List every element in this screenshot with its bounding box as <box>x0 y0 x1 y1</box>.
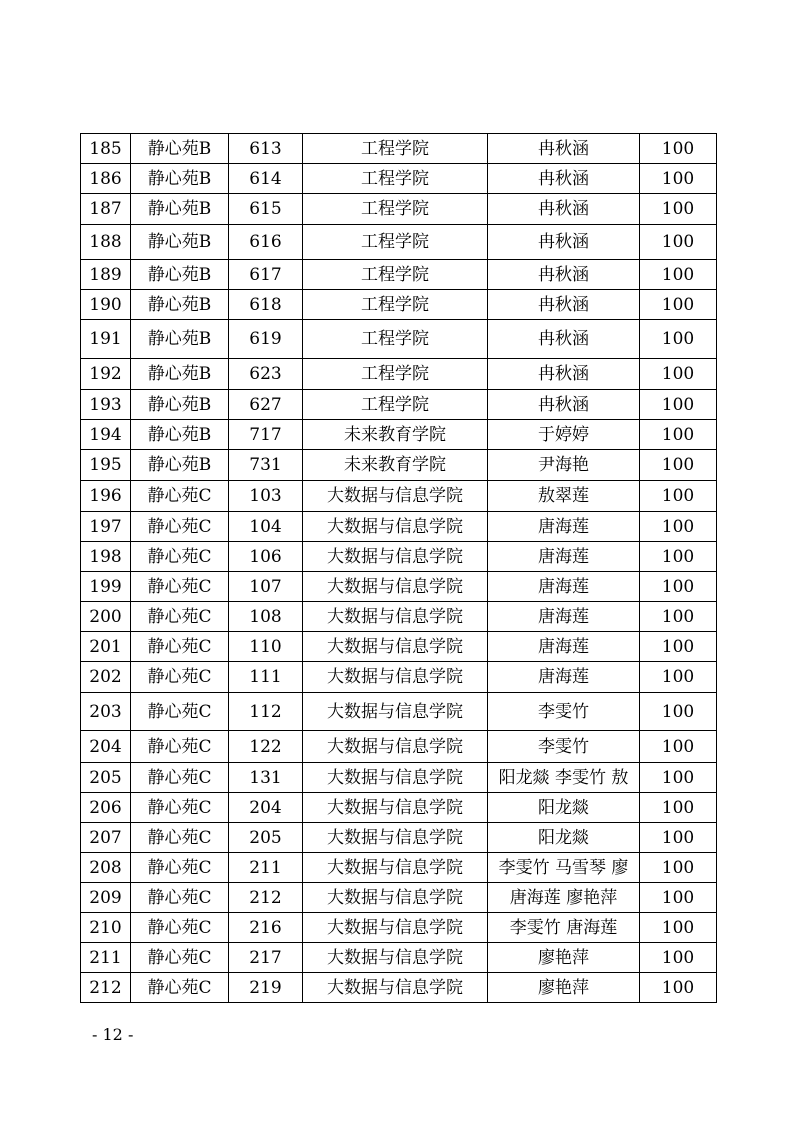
cell-score: 100 <box>640 481 717 512</box>
cell-score: 100 <box>640 164 717 194</box>
cell-score: 100 <box>640 572 717 602</box>
cell-no: 186 <box>81 164 131 194</box>
cell-no: 204 <box>81 731 131 763</box>
data-table <box>80 133 717 1003</box>
table-row <box>81 693 717 731</box>
cell-room: 617 <box>229 260 303 290</box>
cell-score: 100 <box>640 973 717 1003</box>
cell-room: 614 <box>229 164 303 194</box>
cell-college: 工程学院 <box>303 134 488 164</box>
cell-no: 189 <box>81 260 131 290</box>
cell-no: 210 <box>81 913 131 943</box>
cell-person: 唐海莲 <box>488 662 640 693</box>
cell-person: 李雯竹 <box>488 693 640 731</box>
cell-score: 100 <box>640 225 717 260</box>
cell-no: 200 <box>81 602 131 632</box>
cell-college: 未来教育学院 <box>303 450 488 481</box>
cell-building: 静心苑C <box>131 793 229 823</box>
cell-college: 工程学院 <box>303 320 488 359</box>
cell-college: 工程学院 <box>303 390 488 420</box>
cell-building: 静心苑B <box>131 260 229 290</box>
cell-person: 冉秋涵 <box>488 359 640 390</box>
cell-college: 大数据与信息学院 <box>303 883 488 913</box>
cell-score: 100 <box>640 602 717 632</box>
cell-score: 100 <box>640 420 717 450</box>
cell-room: 619 <box>229 320 303 359</box>
cell-person: 冉秋涵 <box>488 290 640 320</box>
cell-college: 工程学院 <box>303 290 488 320</box>
cell-building: 静心苑B <box>131 134 229 164</box>
cell-college: 工程学院 <box>303 194 488 225</box>
cell-building: 静心苑B <box>131 420 229 450</box>
cell-no: 196 <box>81 481 131 512</box>
cell-college: 工程学院 <box>303 260 488 290</box>
table-row <box>81 194 717 225</box>
cell-building: 静心苑B <box>131 359 229 390</box>
table-row <box>81 913 717 943</box>
table-row <box>81 973 717 1003</box>
table-row <box>81 823 717 853</box>
cell-person: 尹海艳 <box>488 450 640 481</box>
table-row <box>81 481 717 512</box>
cell-person: 冉秋涵 <box>488 320 640 359</box>
table-row <box>81 763 717 793</box>
cell-room: 211 <box>229 853 303 883</box>
cell-room: 615 <box>229 194 303 225</box>
cell-college: 大数据与信息学院 <box>303 602 488 632</box>
cell-person: 唐海莲 <box>488 572 640 602</box>
cell-building: 静心苑C <box>131 632 229 662</box>
cell-building: 静心苑B <box>131 320 229 359</box>
cell-person: 阳龙燚 <box>488 793 640 823</box>
cell-no: 206 <box>81 793 131 823</box>
cell-person: 唐海莲 <box>488 512 640 542</box>
cell-person: 廖艳萍 <box>488 973 640 1003</box>
cell-building: 静心苑B <box>131 390 229 420</box>
cell-no: 187 <box>81 194 131 225</box>
table-row <box>81 883 717 913</box>
cell-room: 613 <box>229 134 303 164</box>
cell-college: 大数据与信息学院 <box>303 793 488 823</box>
table-row <box>81 320 717 359</box>
cell-building: 静心苑B <box>131 164 229 194</box>
cell-college: 未来教育学院 <box>303 420 488 450</box>
cell-no: 193 <box>81 390 131 420</box>
table-row <box>81 602 717 632</box>
cell-college: 大数据与信息学院 <box>303 823 488 853</box>
table-row <box>81 731 717 763</box>
cell-score: 100 <box>640 512 717 542</box>
cell-building: 静心苑C <box>131 602 229 632</box>
cell-no: 188 <box>81 225 131 260</box>
cell-person: 冉秋涵 <box>488 225 640 260</box>
cell-person: 李雯竹 <box>488 731 640 763</box>
table-row <box>81 632 717 662</box>
cell-building: 静心苑C <box>131 973 229 1003</box>
table-row <box>81 662 717 693</box>
cell-building: 静心苑B <box>131 194 229 225</box>
cell-no: 199 <box>81 572 131 602</box>
table-row <box>81 134 717 164</box>
table-row <box>81 260 717 290</box>
cell-score: 100 <box>640 823 717 853</box>
table-row <box>81 420 717 450</box>
cell-building: 静心苑C <box>131 943 229 973</box>
cell-room: 205 <box>229 823 303 853</box>
table-row <box>81 450 717 481</box>
table-row <box>81 572 717 602</box>
cell-no: 190 <box>81 290 131 320</box>
cell-person: 阳龙燚 李雯竹 敖 <box>488 763 640 793</box>
cell-building: 静心苑C <box>131 883 229 913</box>
cell-room: 112 <box>229 693 303 731</box>
cell-college: 大数据与信息学院 <box>303 632 488 662</box>
table-row <box>81 793 717 823</box>
cell-college: 大数据与信息学院 <box>303 693 488 731</box>
cell-college: 大数据与信息学院 <box>303 512 488 542</box>
table-row <box>81 542 717 572</box>
cell-room: 623 <box>229 359 303 390</box>
cell-building: 静心苑C <box>131 853 229 883</box>
cell-person: 冉秋涵 <box>488 194 640 225</box>
cell-no: 195 <box>81 450 131 481</box>
cell-no: 207 <box>81 823 131 853</box>
table-row <box>81 390 717 420</box>
cell-college: 大数据与信息学院 <box>303 572 488 602</box>
cell-person: 冉秋涵 <box>488 134 640 164</box>
cell-room: 717 <box>229 420 303 450</box>
cell-building: 静心苑C <box>131 512 229 542</box>
cell-building: 静心苑C <box>131 572 229 602</box>
cell-person: 唐海莲 <box>488 542 640 572</box>
cell-score: 100 <box>640 793 717 823</box>
table-row <box>81 943 717 973</box>
cell-no: 194 <box>81 420 131 450</box>
cell-college: 大数据与信息学院 <box>303 943 488 973</box>
table-row <box>81 225 717 260</box>
cell-person: 于婷婷 <box>488 420 640 450</box>
table-row <box>81 290 717 320</box>
cell-college: 工程学院 <box>303 359 488 390</box>
cell-room: 107 <box>229 572 303 602</box>
cell-room: 217 <box>229 943 303 973</box>
cell-college: 工程学院 <box>303 164 488 194</box>
cell-no: 192 <box>81 359 131 390</box>
cell-building: 静心苑B <box>131 450 229 481</box>
cell-score: 100 <box>640 662 717 693</box>
cell-building: 静心苑C <box>131 693 229 731</box>
cell-room: 219 <box>229 973 303 1003</box>
cell-college: 大数据与信息学院 <box>303 481 488 512</box>
cell-no: 197 <box>81 512 131 542</box>
cell-no: 201 <box>81 632 131 662</box>
cell-room: 131 <box>229 763 303 793</box>
cell-building: 静心苑B <box>131 290 229 320</box>
cell-building: 静心苑C <box>131 662 229 693</box>
cell-room: 731 <box>229 450 303 481</box>
cell-building: 静心苑C <box>131 913 229 943</box>
cell-college: 大数据与信息学院 <box>303 913 488 943</box>
cell-score: 100 <box>640 763 717 793</box>
cell-person: 冉秋涵 <box>488 164 640 194</box>
cell-college: 大数据与信息学院 <box>303 853 488 883</box>
cell-room: 616 <box>229 225 303 260</box>
cell-no: 203 <box>81 693 131 731</box>
cell-no: 205 <box>81 763 131 793</box>
cell-person: 李雯竹 唐海莲 <box>488 913 640 943</box>
table-row <box>81 164 717 194</box>
cell-score: 100 <box>640 632 717 662</box>
page-number: - 12 - <box>92 1025 134 1044</box>
cell-person: 阳龙燚 <box>488 823 640 853</box>
cell-no: 191 <box>81 320 131 359</box>
cell-person: 唐海莲 廖艳萍 <box>488 883 640 913</box>
cell-building: 静心苑B <box>131 225 229 260</box>
cell-score: 100 <box>640 883 717 913</box>
cell-room: 627 <box>229 390 303 420</box>
cell-room: 111 <box>229 662 303 693</box>
cell-person: 敖翠莲 <box>488 481 640 512</box>
cell-college: 工程学院 <box>303 225 488 260</box>
cell-building: 静心苑C <box>131 763 229 793</box>
table-row <box>81 359 717 390</box>
cell-person: 唐海莲 <box>488 602 640 632</box>
cell-no: 211 <box>81 943 131 973</box>
cell-no: 209 <box>81 883 131 913</box>
table-row <box>81 512 717 542</box>
cell-person: 冉秋涵 <box>488 390 640 420</box>
cell-score: 100 <box>640 542 717 572</box>
cell-room: 104 <box>229 512 303 542</box>
cell-building: 静心苑C <box>131 823 229 853</box>
cell-college: 大数据与信息学院 <box>303 973 488 1003</box>
cell-no: 185 <box>81 134 131 164</box>
cell-no: 198 <box>81 542 131 572</box>
cell-college: 大数据与信息学院 <box>303 731 488 763</box>
cell-person: 李雯竹 马雪琴 廖 <box>488 853 640 883</box>
cell-college: 大数据与信息学院 <box>303 662 488 693</box>
cell-room: 212 <box>229 883 303 913</box>
cell-room: 122 <box>229 731 303 763</box>
cell-building: 静心苑C <box>131 731 229 763</box>
cell-person: 冉秋涵 <box>488 260 640 290</box>
cell-room: 204 <box>229 793 303 823</box>
cell-score: 100 <box>640 260 717 290</box>
cell-score: 100 <box>640 943 717 973</box>
cell-room: 106 <box>229 542 303 572</box>
cell-no: 212 <box>81 973 131 1003</box>
table-body <box>81 134 717 1003</box>
cell-building: 静心苑C <box>131 481 229 512</box>
cell-college: 大数据与信息学院 <box>303 763 488 793</box>
cell-score: 100 <box>640 290 717 320</box>
cell-college: 大数据与信息学院 <box>303 542 488 572</box>
cell-score: 100 <box>640 731 717 763</box>
cell-score: 100 <box>640 359 717 390</box>
cell-score: 100 <box>640 194 717 225</box>
cell-person: 廖艳萍 <box>488 943 640 973</box>
cell-building: 静心苑C <box>131 542 229 572</box>
cell-room: 216 <box>229 913 303 943</box>
cell-score: 100 <box>640 693 717 731</box>
cell-score: 100 <box>640 134 717 164</box>
cell-room: 108 <box>229 602 303 632</box>
cell-score: 100 <box>640 320 717 359</box>
cell-score: 100 <box>640 853 717 883</box>
cell-room: 103 <box>229 481 303 512</box>
cell-score: 100 <box>640 913 717 943</box>
cell-no: 208 <box>81 853 131 883</box>
cell-score: 100 <box>640 450 717 481</box>
cell-room: 618 <box>229 290 303 320</box>
cell-room: 110 <box>229 632 303 662</box>
table-row <box>81 853 717 883</box>
cell-no: 202 <box>81 662 131 693</box>
cell-person: 唐海莲 <box>488 632 640 662</box>
cell-score: 100 <box>640 390 717 420</box>
